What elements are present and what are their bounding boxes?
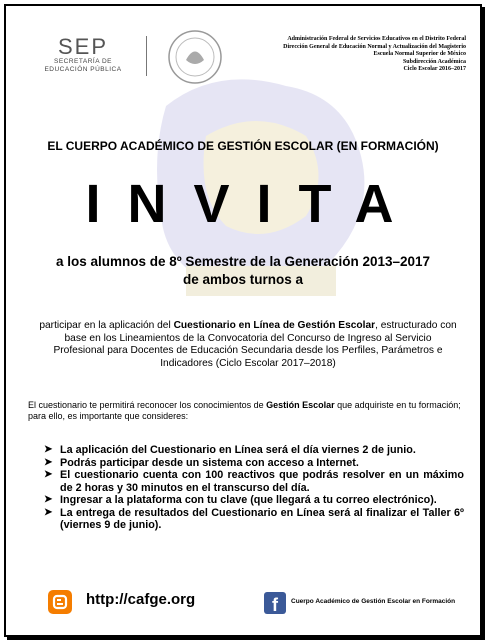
- considerations-list: [44, 444, 464, 532]
- list-item: [44, 494, 464, 507]
- list-item: [44, 457, 464, 470]
- list-item-text: El cuestionario cuenta con 100 reactivos que podrás resolver en un máximo de 2 horas y 30 minutos en el transcurso del día.: [60, 469, 464, 494]
- knowledge-rest: que adquiriste en tu formación; para ello, es importante que consideres:: [28, 400, 461, 421]
- intro-paragraph: [38, 320, 458, 370]
- list-item-text: Ingresar a la plataforma con tu clave (que llegará a tu correo electrónico).: [60, 494, 437, 506]
- svg-text:f: f: [272, 595, 278, 614]
- list-item: [44, 444, 464, 457]
- sep-subtitle-2: EDUCACIÓN PÚBLICA: [44, 66, 122, 73]
- logo-divider: [146, 36, 147, 76]
- poster: [4, 4, 482, 637]
- arrow-bullet-icon: ➤: [44, 506, 53, 518]
- website-link[interactable]: http://cafge.org: [86, 591, 196, 608]
- knowledge-paragraph: [28, 400, 468, 422]
- arrow-bullet-icon: ➤: [44, 494, 53, 505]
- knowledge-topic: Gestión Escolar: [266, 400, 335, 410]
- institution-line: Subdirección Académica: [402, 58, 466, 65]
- institution-line: Dirección General de Educación Normal y Actualización del Magisterio: [283, 43, 466, 50]
- intro-rest: , estructurado con base en los Lineamientos de la Convocatoria del Concurso de Ingreso al Servicio Profesional para Docentes de Educación Secundaria desde los Perfiles, Parámetros e Indicadores (Ciclo Escolar 2017–2018): [53, 320, 457, 369]
- arrow-bullet-icon: ➤: [44, 469, 53, 480]
- sep-logo-text: SEP: [57, 34, 109, 59]
- sep-subtitle-1: SECRETARÍA DE: [53, 58, 113, 65]
- list-item-text: Podrás participar desde un sistema con acceso a Internet.: [60, 456, 359, 469]
- audience-line-1: a los alumnos de 8º Semestre de la Generación 2013–2017: [55, 254, 431, 269]
- institution-line: Administración Federal de Servicios Educativos en el Distrito Federal: [287, 36, 466, 42]
- invita-heading: INVITA: [85, 174, 421, 234]
- arrow-bullet-icon: ➤: [44, 456, 53, 468]
- facebook-page-label[interactable]: Cuerpo Académico de Gestión Escolar en Formación: [291, 598, 456, 605]
- institution-header: [216, 36, 466, 74]
- intro-text: participar en la aplicación del: [39, 320, 174, 331]
- sep-logo: [28, 36, 138, 74]
- institution-line: Ciclo Escolar 2016–2017: [403, 66, 466, 72]
- academic-body-title: EL CUERPO ACADÉMICO DE GESTIÓN ESCOLAR (EN FORMACIÓN): [47, 139, 439, 153]
- knowledge-text: El cuestionario te permitirá reconocer los conocimientos de: [28, 400, 267, 410]
- list-item: [44, 469, 464, 494]
- institution-line: Escuela Normal Superior de México: [373, 51, 466, 57]
- audience-line-2: de ambos turnos a: [182, 272, 304, 287]
- list-item-text: La entrega de resultados del Cuestionario en Línea será al finalizar el Taller 6º (viernes 9 de junio).: [60, 506, 464, 531]
- arrow-bullet-icon: ➤: [44, 444, 53, 455]
- list-item: [44, 507, 464, 532]
- list-item-text: La aplicación del Cuestionario en Línea será el día viernes 2 de junio.: [60, 444, 416, 456]
- blogger-icon[interactable]: [48, 590, 72, 614]
- questionnaire-name: Cuestionario en Línea de Gestión Escolar: [173, 320, 376, 331]
- facebook-icon[interactable]: [264, 592, 286, 614]
- audience-text: [6, 253, 480, 289]
